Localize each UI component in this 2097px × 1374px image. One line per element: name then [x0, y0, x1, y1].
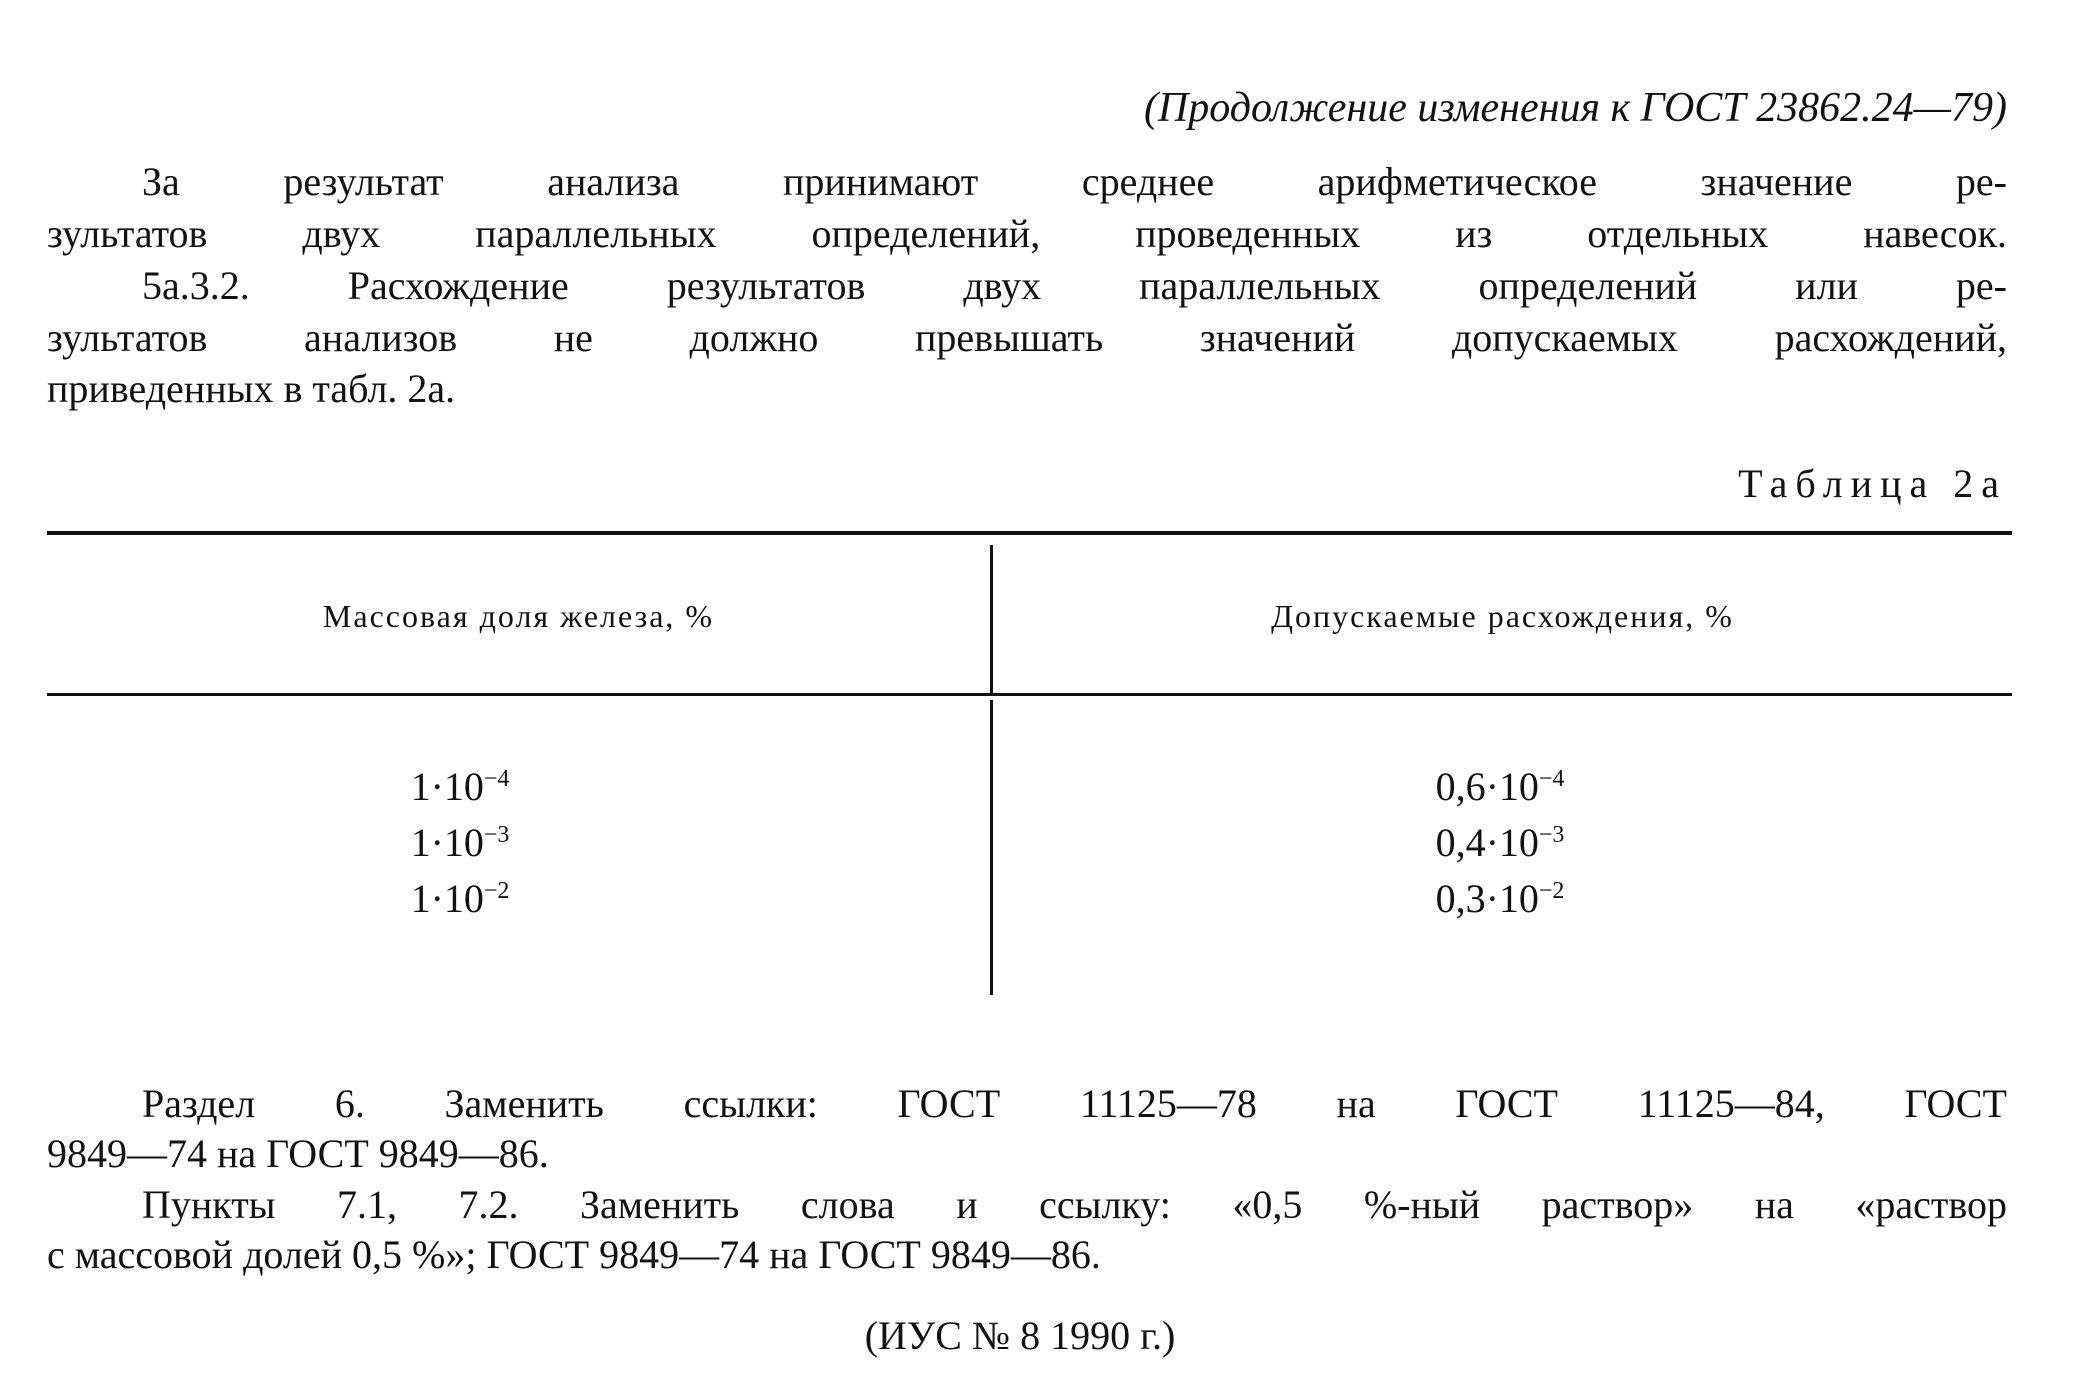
table-header-divider	[990, 545, 993, 695]
column-header-mass: Массовая доля железа, %	[322, 598, 715, 634]
tolerance-cell	[1340, 755, 1660, 923]
column-header-tolerance: Допускаемые расхождения, %	[1271, 598, 1734, 634]
paragraph3-line2: 9849—74 на ГОСТ 9849—86.	[47, 1131, 549, 1176]
paragraph2-line1: 5а.3.2. Расхождение результатов двух параллельных определений или ре-	[142, 263, 2007, 308]
paragraph3-line1: Раздел 6. Заменить ссылки: ГОСТ 11125—78 на ГОСТ 11125—84, ГОСТ	[142, 1081, 2007, 1126]
paragraph2-line2: зультатов анализов не должно превышать значений допускаемых расхождений,	[47, 315, 2007, 360]
table-header-rule	[47, 693, 2012, 696]
mass-cell	[300, 755, 620, 923]
document-header: (Продолжение изменения к ГОСТ 23862.24—79)	[1143, 85, 2007, 131]
tolerance-value-row3: $0,3\cdot 10^{-2}$	[1435, 876, 1565, 921]
mass-value-row1: $1\cdot 10^{-4}$	[410, 764, 510, 809]
table-top-rule	[47, 531, 2012, 535]
mass-value-row2: $1\cdot 10^{-3}$	[410, 820, 510, 865]
table-column-divider	[990, 700, 993, 995]
footer-note: (ИУС № 8 1990 г.)	[864, 1313, 1176, 1358]
tolerance-value-row1: $0,6\cdot 10^{-4}$	[1435, 764, 1565, 809]
paragraph1-line1: За результат анализа принимают среднее арифметическое значение ре-	[142, 159, 2007, 204]
tolerance-value-row2: $0,4\cdot 10^{-3}$	[1435, 820, 1565, 865]
paragraph1-line2: зультатов двух параллельных определений, проведенных из отдельных навесок.	[47, 211, 2007, 256]
paragraph4-line2: с массовой долей 0,5 %»; ГОСТ 9849—74 на ГОСТ 9849—86.	[47, 1232, 1101, 1277]
table-title: Таблица 2а	[1738, 461, 2007, 506]
paragraph4-line1: Пункты 7.1, 7.2. Заменить слова и ссылку: «0,5 %-ный раствор» на «раствор	[142, 1182, 2007, 1227]
paragraph2-line3: приведенных в табл. 2а.	[47, 366, 456, 411]
mass-value-row3: $1\cdot 10^{-2}$	[410, 876, 510, 921]
